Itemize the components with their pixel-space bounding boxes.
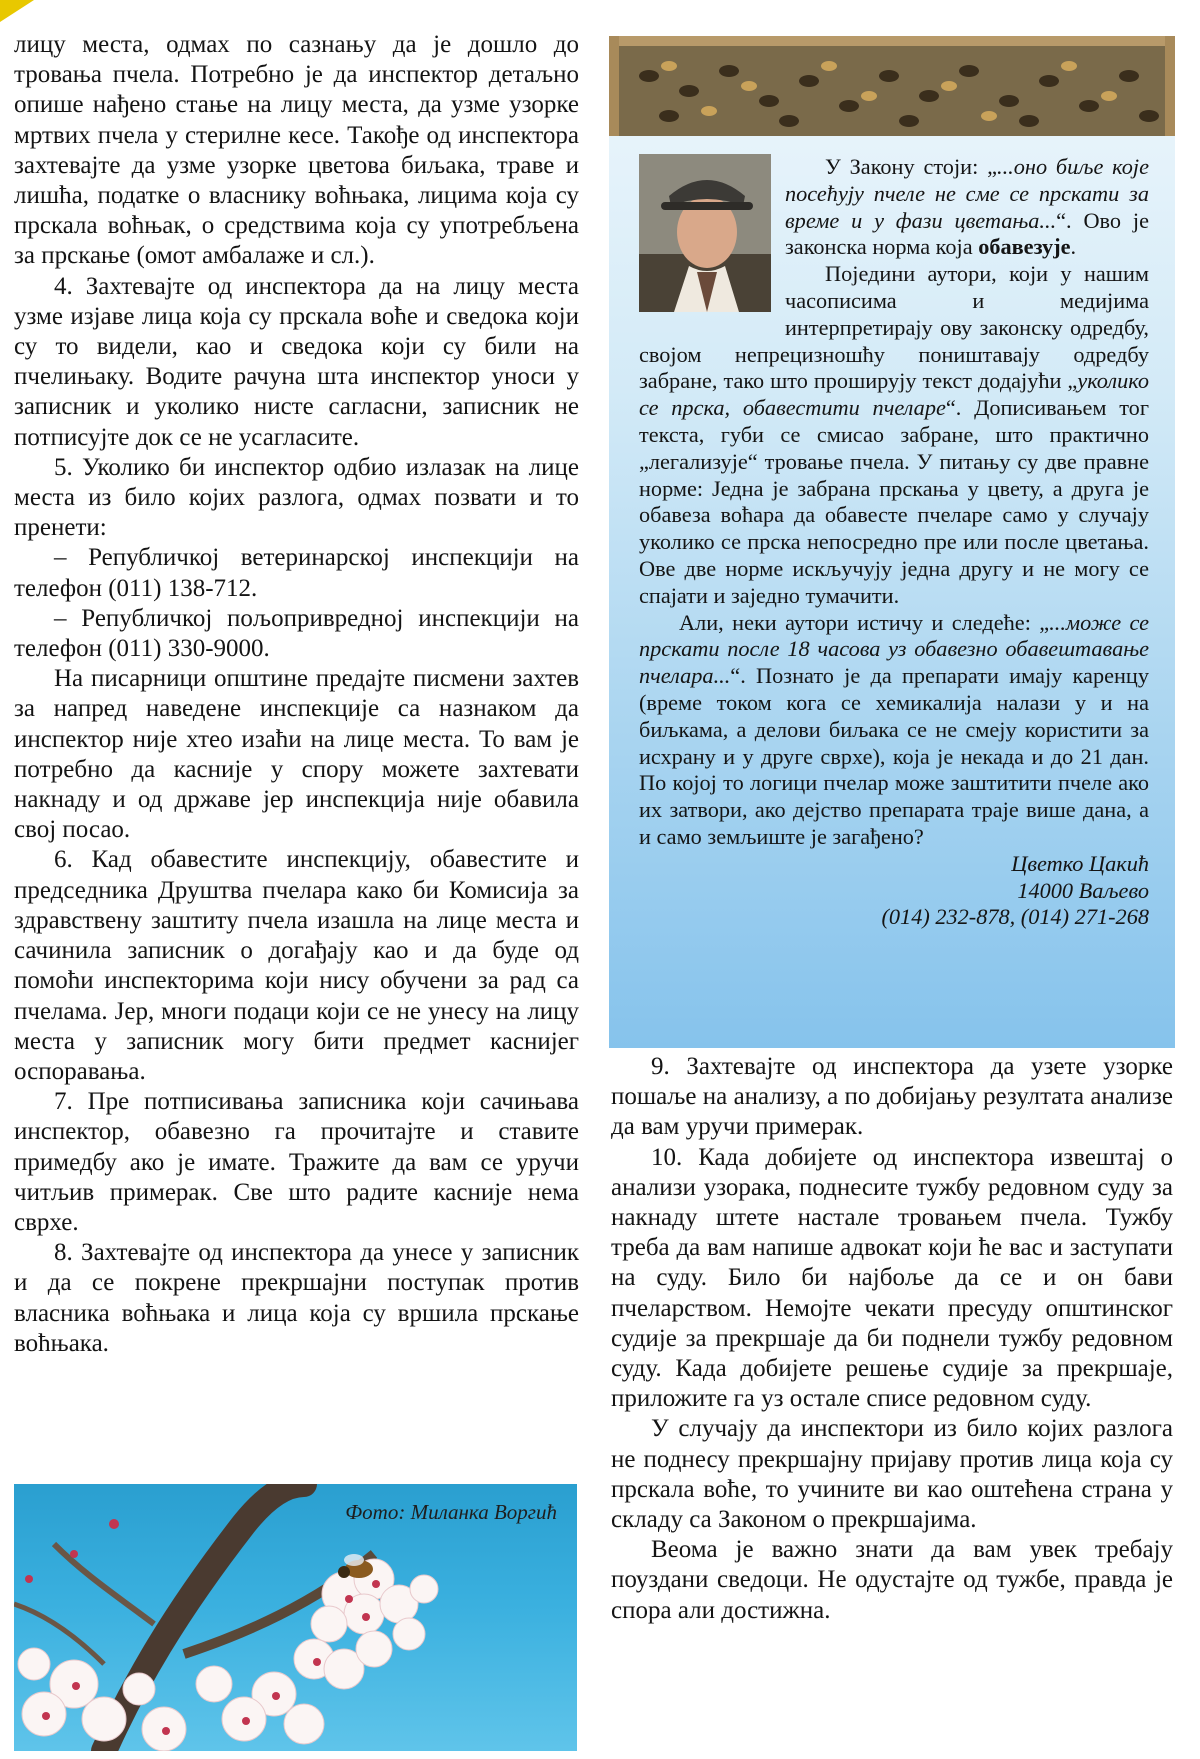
- paragraph: – Републичкој пољопривредној инспекцији на телефон (011) 330-9000.: [14, 604, 579, 663]
- paragraph: 10. Када добијете од инспектора извештај о анализи узорака, поднесите тужбу редовном суду за накнаду штете настале тровањем пчела. Тужбу треба да вам напише адвокат који ће вас и заступати на суду. Било би најбоље да се и он бави пчеларством. Немојте чекати пресуду општинског судије за прекршаје да би поднели тужбу редовном суду. Када добијете решење судије за прекршаје, приложите га уз остале списе редовном суду.: [611, 1143, 1173, 1413]
- text: “. Ово је законска норма која: [785, 207, 1149, 260]
- paragraph: 8. Захтевајте од инспектора да унесе у записник и да се покрене прекршајни поступак против власника воћњака и лица која су вршила прскање воћњака.: [14, 1239, 579, 1357]
- law-quote: ...оно биље које посећују пчеле не сме се прскати за време и у фази цветања...: [785, 154, 1149, 233]
- sidebar-box: [609, 36, 1175, 1048]
- quote: ...може се прскати после 18 часова уз обавезно обавештавање пчелара...: [639, 609, 1150, 689]
- sidebar-paragraph: [639, 261, 1149, 609]
- paragraph: 6. Кад обавестите инспекцију, обавестите и председника Друштва пчелара како би Комисија за здравствену заштиту пчела изашла на лице места и сачинила записник о догађају као и да буде од помоћи инспекторима који нису обучени за рад са пчелама. Јер, многи подаци који се не унесу на лицу места у записник могу бити предмет каснијег оспоравања.: [14, 846, 579, 1085]
- paragraph: – Републичкој ветеринарској инспекцији на телефон (011) 138-712.: [14, 544, 579, 602]
- sidebar-paragraph: [639, 610, 1149, 851]
- left-column: [14, 30, 579, 1359]
- photo-caption: Фото: Миланка Воргић: [345, 1500, 557, 1524]
- text: “. Познато је да препарати имају каренцу (време током кога се хемикалија налази у и на биљкама, а делови биљака се не смеју користити за исхрану и у друге сврхе), која је некада и до 21 дан. По којој то логици пчелар може заштитити пчеле ако их затвори, ако дејство препарата траје више дана, а и само земљиште је загађено?: [639, 663, 1149, 849]
- text: У Закону стоји: „: [825, 154, 998, 179]
- text: Али, неки аутори истичу и следеће: „: [679, 609, 1050, 635]
- text: “. Дописивањем тог текста, губи се смисао забране, што практично „легализује“ тровање пчела. У питању су две правне норме: Једна је забрана прскања у цвету, а друга је обавеза воћара да обавесте пчеларе само у случају уколико се прска непосредно пре или после цветања. Ове две норме искључују једна другу и не могу се спајати и заједно тумачити.: [639, 395, 1149, 608]
- paragraph: лицу места, одмах по сазнању да је дошло до тровања пчела. Потребно је да инспектор детаљно опише нађено стање на лицу места, да узме узорке мртвих пчела у стерилне кесе. Такође од инспектора захтевајте да узме узорке цветова биљака, траве и лишћа, податке о власнику воћњака, лицима која су прскала воћњак, о средствима која су употребљена за прскање (омот амбалаже и сл.).: [14, 31, 579, 270]
- paragraph: 5. Уколико би инспектор одбио излазак на лице места из било којих разлога, одмах позвати и то пренети:: [14, 453, 579, 542]
- blossom-photo: [14, 1484, 577, 1751]
- portrait-illustration: [639, 154, 771, 312]
- text: .: [1070, 234, 1077, 260]
- right-column: [611, 1052, 1173, 1626]
- paragraph: 9. Захтевајте од инспектора да узете узорке пошаље на анализу, а по добијању резултата анализе да вам уручи примерак.: [611, 1053, 1173, 1141]
- corner-accent: [0, 0, 34, 22]
- paragraph: На писарници општине предајте писмени захтев за напред наведене инспекције са назнаком да инспектор није хтео изаћи на лице места. То вам је потребно да касније у спору можете захтевати накнаду и од државе јер инспекција није обавила свој посао.: [14, 665, 579, 844]
- quote: уколико се прска, обавестити пчеларе: [639, 368, 1149, 421]
- paragraph: 7. Пре потписивања записника који сачињава инспектор, обавезно га прочитајте и ставите примедбу ако је имате. Тражите да вам се уручи читљив примерак. Све што радите касније нема сврхе.: [14, 1088, 579, 1236]
- paragraph: 4. Захтевајте од инспектора да на лицу места узме изјаве лица која су прскала воће и сведока који су то видели, као и сведока који су били на пчелињаку. Водите рачуна шта инспектор уноси у записник и уколико нисте сагласни, записник не потписујте док се не усагласите.: [14, 272, 579, 451]
- sidebar-text: [639, 154, 1149, 931]
- bold-word: обавезује: [978, 234, 1071, 260]
- author-portrait: [639, 154, 771, 312]
- signature-name: Цветко Цакић: [1011, 850, 1149, 876]
- signature-phone: (014) 232-878, (014) 271-268: [881, 904, 1149, 930]
- paragraph: У случају да инспектори из било којих разлога не поднесу прекршајну пријаву против лица која су прскала воће, то учините ви као оштећена страна у складу са Законом о прекршајима.: [611, 1415, 1173, 1534]
- beehive-frame-illustration: [609, 36, 1175, 136]
- paragraph: Веома је важно знати да вам увек требају поуздани сведоци. Не одустајте од тужбе, правда је спора али достижна.: [611, 1536, 1173, 1624]
- signature-city: 14000 Ваљево: [1017, 877, 1149, 903]
- text: Поједини аутори, који у нашим часописима и медијима интерпретирају ову законску одредбу, својом непрецизношћу поништавају одредбу забране, тако што проширују текст додајући „: [639, 261, 1149, 394]
